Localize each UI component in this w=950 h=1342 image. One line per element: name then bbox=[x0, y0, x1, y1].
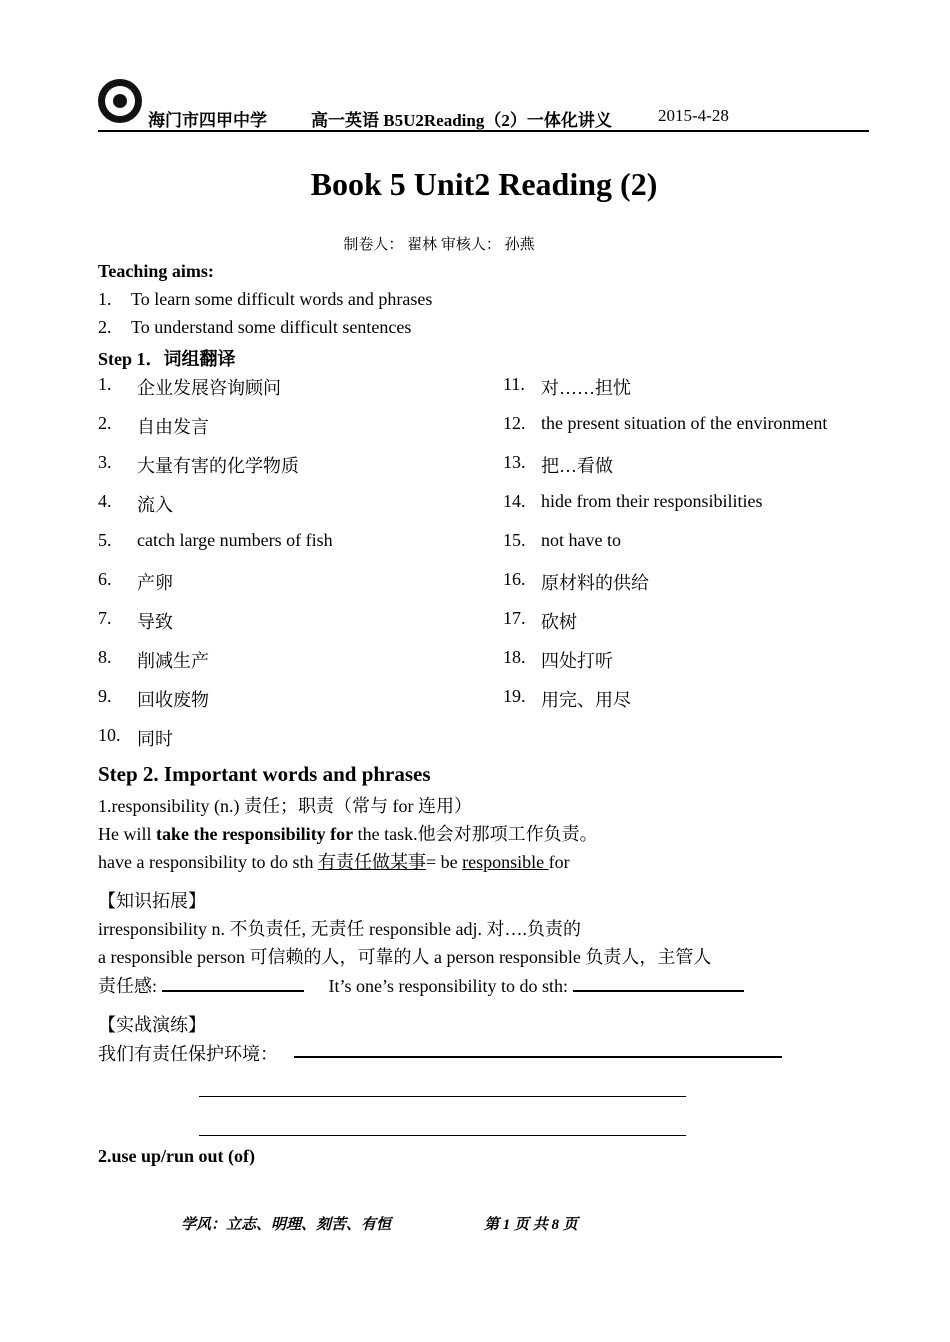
header-rule bbox=[98, 130, 869, 132]
list-item: 对……担忧 bbox=[541, 378, 631, 398]
expand-line: a responsible person 可信赖的人，可靠的人 a person responsible 负责人，主管人 bbox=[98, 947, 712, 967]
list-item: 用完、用尽 bbox=[541, 690, 631, 710]
list-item: 把…看做 bbox=[541, 456, 613, 476]
header-school: 海门市四甲中学 bbox=[148, 111, 267, 130]
list-item: 同时 bbox=[137, 729, 173, 749]
list-item-num: 12. bbox=[503, 413, 526, 433]
list-item: hide from their responsibilities bbox=[541, 491, 763, 511]
practice-prompt: 我们有责任保护环境： bbox=[98, 1044, 278, 1064]
list-item-num: 17. bbox=[503, 608, 526, 628]
list-item-num: 1. bbox=[98, 374, 112, 394]
list-item-num: 19. bbox=[503, 686, 526, 706]
list-item: 自由发言 bbox=[137, 417, 209, 437]
list-item-num: 13. bbox=[503, 452, 526, 472]
list-item-num: 8. bbox=[98, 647, 112, 667]
expand-line: 责任感: It’s one’s responsibility to do sth: bbox=[98, 972, 744, 998]
list-item-num: 6. bbox=[98, 569, 112, 589]
school-logo-icon bbox=[98, 79, 142, 123]
list-item-num: 14. bbox=[503, 491, 526, 511]
expand-heading: 【知识拓展】 bbox=[98, 891, 206, 911]
list-item-num: 18. bbox=[503, 647, 526, 667]
list-item: 产卵 bbox=[137, 573, 173, 593]
list-item: 大量有害的化学物质 bbox=[137, 456, 299, 476]
list-item: 企业发展咨询顾问 bbox=[137, 378, 281, 398]
answer-line[interactable] bbox=[199, 1096, 686, 1097]
list-item: not have to bbox=[541, 530, 621, 550]
answer-blank[interactable] bbox=[162, 990, 304, 992]
aim-text: To understand some difficult sentences bbox=[131, 317, 412, 337]
answer-blank[interactable] bbox=[573, 990, 744, 992]
item1-head: 1.responsibility (n.) 责任；职责（常与 for 连用） bbox=[98, 796, 472, 816]
list-item: catch large numbers of fish bbox=[137, 530, 333, 550]
list-item-num: 10. bbox=[98, 725, 121, 745]
item1-example: He will take the responsibility for the task.他会对那项工作负责。 bbox=[98, 824, 598, 844]
list-item: 原材料的供给 bbox=[541, 573, 649, 593]
list-item: the present situation of the environment bbox=[541, 413, 828, 433]
footer-page: 第 1 页 共 8 页 bbox=[484, 1217, 578, 1233]
answer-line[interactable] bbox=[199, 1135, 686, 1136]
makers-line: 制卷人： 翟林 审核人： 孙燕 bbox=[343, 237, 535, 253]
aim-num: 2. bbox=[98, 317, 112, 337]
list-item-num: 3. bbox=[98, 452, 112, 472]
list-item-num: 7. bbox=[98, 608, 112, 628]
item1-phrase: have a responsibility to do sth 有责任做某事= be responsible for bbox=[98, 852, 570, 872]
list-item: 流入 bbox=[137, 495, 173, 515]
list-item-num: 9. bbox=[98, 686, 112, 706]
list-item-num: 11. bbox=[503, 374, 525, 394]
step2-heading: Step 2. Important words and phrases bbox=[98, 762, 431, 786]
aim-num: 1. bbox=[98, 289, 112, 309]
list-item: 砍树 bbox=[541, 612, 577, 632]
aim-text: To learn some difficult words and phrases bbox=[131, 289, 433, 309]
list-item: 回收废物 bbox=[137, 690, 209, 710]
list-item: 削减生产 bbox=[137, 651, 209, 671]
practice-heading: 【实战演练】 bbox=[98, 1015, 206, 1035]
header-doc-title: 高一英语 B5U2Reading（2）一体化讲义 bbox=[311, 111, 612, 130]
aims-heading: Teaching aims: bbox=[98, 261, 214, 281]
list-item: 四处打听 bbox=[541, 651, 613, 671]
list-item-num: 15. bbox=[503, 530, 526, 550]
list-item: 导致 bbox=[137, 612, 173, 632]
list-item-num: 2. bbox=[98, 413, 112, 433]
list-item-num: 16. bbox=[503, 569, 526, 589]
footer-motto: 学风：立志、明理、刻苦、有恒 bbox=[181, 1217, 392, 1233]
list-item-num: 4. bbox=[98, 491, 112, 511]
page-title: Book 5 Unit2 Reading (2) bbox=[310, 166, 658, 202]
answer-line[interactable] bbox=[294, 1056, 782, 1058]
item2-head: 2.use up/run out (of) bbox=[98, 1146, 256, 1166]
header-date: 2015-4-28 bbox=[658, 106, 729, 125]
expand-line: irresponsibility n. 不负责任, 无责任 responsible adj. 对….负责的 bbox=[98, 919, 581, 939]
step1-heading: Step 1．词组翻译 bbox=[98, 349, 236, 369]
list-item-num: 5. bbox=[98, 530, 112, 550]
